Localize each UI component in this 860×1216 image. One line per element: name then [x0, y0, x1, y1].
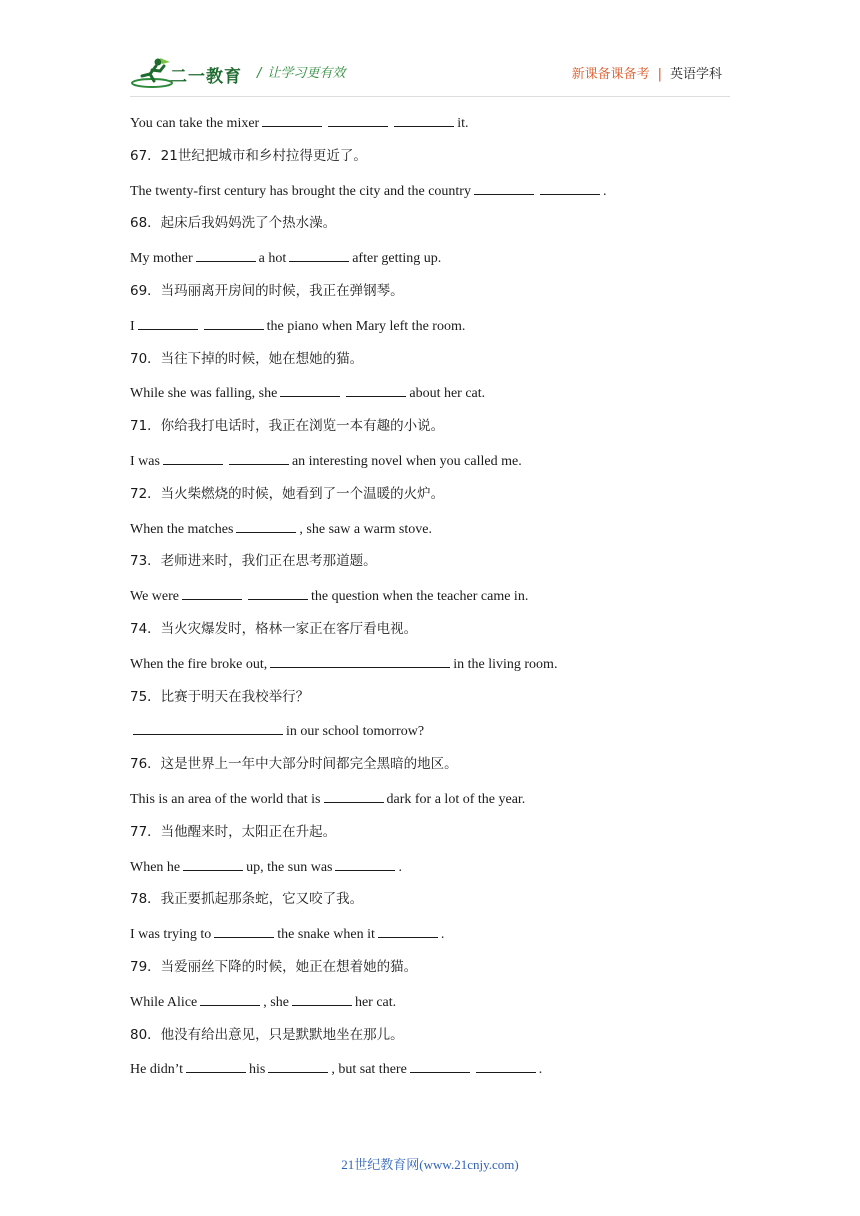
- answer-sentence: [130, 382, 750, 416]
- fill-in-blank[interactable]: [183, 856, 243, 871]
- answer-sentence: [130, 923, 750, 957]
- runner-logo-icon: [130, 56, 174, 90]
- fill-in-blank[interactable]: [186, 1058, 246, 1073]
- sentence-text: .: [538, 1062, 543, 1078]
- slash-divider-icon: /: [257, 66, 262, 81]
- sentence-text: When he: [130, 859, 181, 875]
- sentence-text: in the living room.: [453, 656, 558, 672]
- sentence-text: He didn’t: [130, 1062, 184, 1078]
- fill-in-blank[interactable]: [236, 518, 296, 533]
- sentence-text: up, the sun was: [246, 859, 333, 875]
- logo: [130, 56, 242, 90]
- sentence-text: I was trying to: [130, 927, 212, 943]
- question-prompt: 74．当火灾爆发时，格林一家正在客厅看电视。: [130, 620, 418, 637]
- sentence-text: after getting up.: [352, 251, 442, 267]
- question-prompt: 68．起床后我妈妈洗了个热水澡。: [130, 215, 337, 232]
- fill-in-blank[interactable]: [292, 991, 352, 1006]
- fill-in-blank[interactable]: [229, 450, 289, 465]
- fill-in-blank[interactable]: [324, 788, 384, 803]
- fill-in-blank[interactable]: [133, 720, 283, 735]
- question-prompt: 75．比赛于明天在我校举行？: [130, 688, 310, 705]
- slogan: [257, 62, 345, 81]
- fill-in-blank[interactable]: [270, 653, 450, 668]
- sentence-text: .: [440, 927, 445, 943]
- fill-in-blank[interactable]: [163, 450, 223, 465]
- question-prompt: 77．当他醒来时，太阳正在升起。: [130, 823, 337, 840]
- slogan-text: 让学习更有效: [267, 66, 346, 81]
- question-prompt: 69．当玛丽离开房间的时候，我正在弹钢琴。: [130, 282, 404, 299]
- fill-in-blank[interactable]: [378, 923, 438, 938]
- sentence-text: , she saw a warm stove.: [299, 521, 432, 537]
- question-prompt: 72．当火柴燃烧的时候，她看到了一个温暖的火炉。: [130, 485, 445, 502]
- sentence-text: This is an area of the world that is: [130, 791, 321, 807]
- sentence-text: , she: [263, 994, 289, 1010]
- answer-sentence: [130, 450, 750, 484]
- answer-sentence: [130, 315, 750, 349]
- sentence-text: We were: [130, 589, 180, 605]
- fill-in-blank[interactable]: [214, 923, 274, 938]
- question-prompt: 78．我正要抓起那条蛇，它又咬了我。: [130, 891, 364, 908]
- fill-in-blank[interactable]: [262, 112, 322, 127]
- fill-in-blank[interactable]: [196, 247, 256, 262]
- sentence-text: dark for a lot of the year.: [386, 791, 526, 807]
- fill-in-blank[interactable]: [138, 315, 198, 330]
- sentence-text: , but sat there: [331, 1062, 407, 1078]
- fill-in-blank[interactable]: [474, 180, 534, 195]
- fill-in-blank[interactable]: [540, 180, 600, 195]
- sentence-text: the piano when Mary left the room.: [266, 318, 466, 334]
- fill-in-blank[interactable]: [204, 315, 264, 330]
- header-divider: |: [657, 67, 662, 82]
- page-header: [130, 56, 730, 92]
- sentence-text: the question when the teacher came in.: [311, 589, 529, 605]
- sentence-text: I: [130, 318, 135, 334]
- sentence-text: .: [398, 859, 402, 875]
- header-subject: [572, 63, 722, 82]
- answer-sentence: [130, 991, 750, 1025]
- sentence-text: it.: [457, 116, 469, 131]
- header-rule: [130, 96, 730, 97]
- answer-sentence: [130, 788, 750, 822]
- sentence-text: .: [602, 183, 607, 199]
- fill-in-blank[interactable]: [394, 112, 454, 127]
- sentence-text: in our school tomorrow?: [286, 724, 425, 740]
- fill-in-blank[interactable]: [248, 585, 308, 600]
- question-prompt: 70．当往下掉的时候，她在想她的猫。: [130, 350, 364, 367]
- question-prompt: 79．当爱丽丝下降的时候，她正在想着她的猫。: [130, 958, 418, 975]
- fill-in-blank[interactable]: [280, 382, 340, 397]
- sentence-text: While Alice: [130, 994, 198, 1010]
- sentence-text: While she was falling, she: [130, 386, 278, 402]
- fill-in-blank[interactable]: [182, 585, 242, 600]
- answer-sentence: [130, 585, 750, 619]
- fill-in-blank[interactable]: [410, 1058, 470, 1073]
- answer-sentence: [130, 1058, 750, 1092]
- exercise-list: [130, 112, 750, 1092]
- answer-sentence: [130, 856, 750, 890]
- answer-sentence: [130, 518, 750, 552]
- answer-sentence: [130, 112, 750, 146]
- sentence-text: a hot: [258, 251, 287, 267]
- sentence-text: My mother: [130, 251, 193, 267]
- sentence-text: his: [249, 1062, 266, 1078]
- sentence-text: When the matches: [130, 521, 234, 537]
- answer-sentence: [130, 180, 750, 214]
- fill-in-blank[interactable]: [268, 1058, 328, 1073]
- header-tag-primary: 新课备课备考: [571, 67, 650, 82]
- sentence-text: the snake when it: [277, 927, 375, 943]
- sentence-text: I was: [130, 453, 160, 469]
- sentence-text: her cat.: [354, 994, 397, 1010]
- question-prompt: 71．你给我打电话时，我正在浏览一本有趣的小说。: [130, 418, 445, 435]
- question-prompt: 73．老师进来时，我们正在思考那道题。: [130, 553, 377, 570]
- fill-in-blank[interactable]: [289, 247, 349, 262]
- page-footer: 21世纪教育网(www.21cnjy.com): [341, 1157, 519, 1172]
- answer-sentence: [130, 653, 750, 687]
- fill-in-blank[interactable]: [335, 856, 395, 871]
- fill-in-blank[interactable]: [346, 382, 406, 397]
- sentence-text: an interesting novel when you called me.: [291, 453, 522, 469]
- sentence-text: You can take the mixer: [130, 116, 260, 131]
- fill-in-blank[interactable]: [200, 991, 260, 1006]
- sentence-text: The twenty-first century has brought the city and the country: [130, 183, 471, 199]
- fill-in-blank[interactable]: [328, 112, 388, 127]
- question-prompt: 76．这是世界上一年中大部分时间都完全黑暗的地区。: [130, 756, 458, 773]
- answer-sentence: [130, 720, 750, 754]
- question-prompt: 80．他没有给出意见，只是默默地坐在那儿。: [130, 1026, 404, 1043]
- answer-sentence: [130, 247, 750, 281]
- question-prompt: 67．21世纪把城市和乡村拉得更近了。: [130, 147, 367, 164]
- sentence-text: about her cat.: [409, 386, 486, 402]
- fill-in-blank[interactable]: [476, 1058, 536, 1073]
- sentence-text: When the fire broke out,: [130, 656, 268, 672]
- logo-text: 二一教育: [170, 67, 242, 87]
- header-tag-subject: 英语学科: [669, 67, 722, 82]
